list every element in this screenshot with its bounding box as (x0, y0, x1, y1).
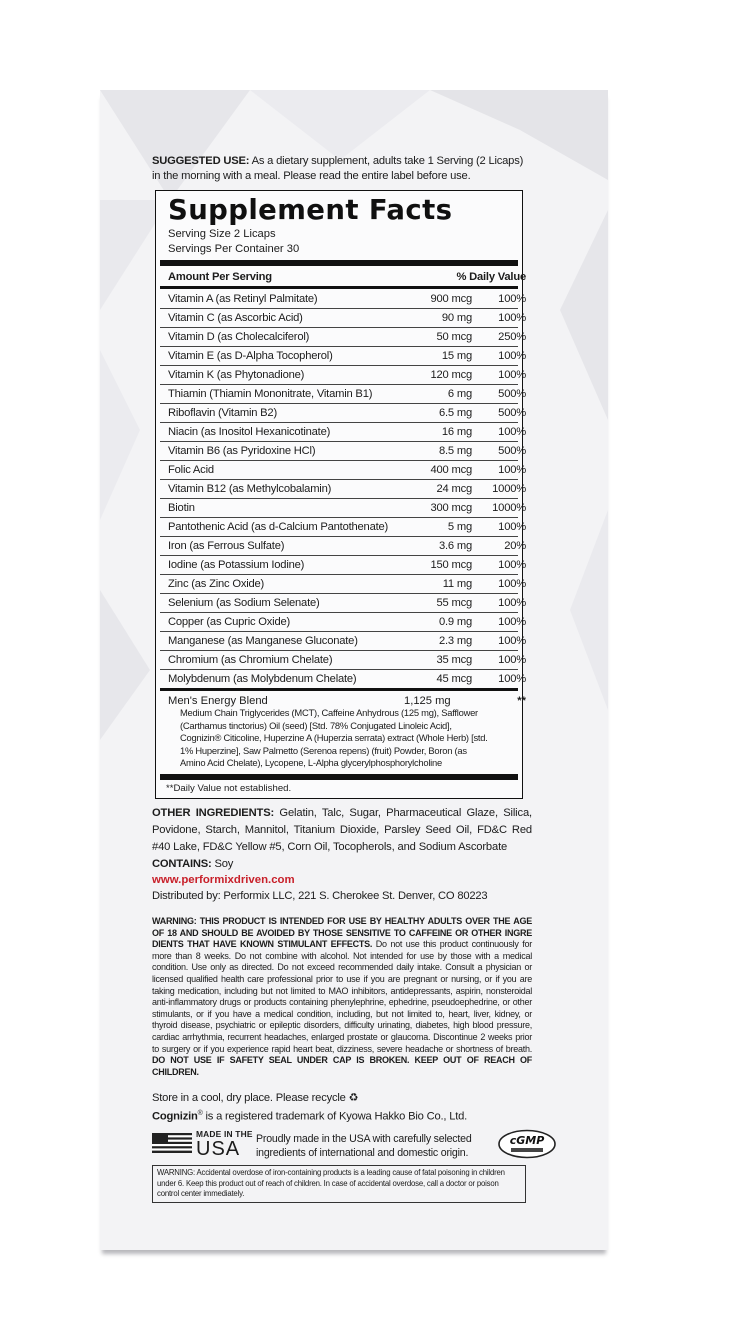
facts-title: Supplement Facts (168, 194, 453, 226)
nutrient-row (160, 403, 526, 422)
nutrient-amount: 8.5 mg (438, 445, 472, 457)
nutrient-name: Molybdenum (as Molybdenum Chelate) (168, 673, 357, 685)
daily-value-header: % Daily Value (456, 271, 526, 283)
nutrient-name: Copper (as Cupric Oxide) (168, 616, 291, 628)
nutrient-amount: 900 mcg (430, 292, 472, 305)
nutrient-name: Pantothenic Acid (as d-Calcium Pantothenate) (168, 521, 389, 533)
nutrient-dv: 100% (498, 559, 526, 571)
nutrient-row (160, 346, 526, 365)
made-in-usa-mark: MADE IN THE USA (196, 1129, 253, 1161)
nutrient-amount: 150 mcg (430, 559, 472, 571)
nutrient-row (160, 536, 526, 555)
nutrient-amount: 90 mg (441, 312, 472, 324)
nutrient-row (160, 479, 526, 498)
nutrient-name: Vitamin C (as Ascorbic Acid) (168, 312, 303, 324)
nutrient-dv: 100% (498, 673, 526, 685)
nutrient-amount: 24 mcg (436, 483, 472, 495)
storage-instructions: Store in a cool, dry place. Please recycle ♻ (152, 1092, 359, 1105)
nutrient-amount: 35 mcg (436, 654, 472, 666)
nutrient-dv: 100% (498, 312, 526, 324)
nutrient-row (160, 498, 526, 517)
blend-amount: 1,125 mg (404, 695, 451, 707)
amount-header: Amount Per Serving (168, 271, 272, 283)
nutrient-name: Riboflavin (Vitamin B2) (168, 407, 277, 419)
blend-name: Men's Energy Blend (168, 695, 268, 707)
facts-header-row (160, 268, 526, 286)
website-link[interactable]: www.performixdriven.com (152, 873, 295, 886)
nutrient-amount: 50 mcg (436, 331, 472, 343)
nutrient-dv: 250% (498, 331, 526, 343)
nutrient-dv: 100% (498, 616, 526, 628)
nutrient-dv: 1000% (492, 502, 526, 514)
nutrient-row (160, 327, 526, 346)
nutrient-dv: 100% (498, 292, 526, 305)
nutrient-row (160, 441, 526, 460)
nutrient-row (160, 289, 526, 308)
nutrient-dv: 1000% (492, 483, 526, 495)
nutrient-name: Zinc (as Zinc Oxide) (168, 578, 265, 590)
nutrient-amount: 3.6 mg (438, 540, 472, 552)
nutrient-name: Manganese (as Manganese Gluconate) (168, 635, 358, 647)
nutrient-row (160, 593, 526, 612)
nutrient-dv: 500% (498, 388, 526, 400)
us-flag-icon (152, 1133, 192, 1153)
nutrient-name: Folic Acid (168, 464, 214, 476)
nutrient-row (160, 460, 526, 479)
nutrient-row (160, 308, 526, 327)
nutrient-amount: 0.9 mg (438, 616, 472, 628)
nutrient-amount: 11 mg (442, 578, 472, 590)
supplement-facts-panel (155, 190, 526, 799)
contains: CONTAINS: Soy (152, 857, 234, 870)
energy-blend (160, 695, 526, 770)
nutrient-name: Thiamin (Thiamin Mononitrate, Vitamin B1) (168, 388, 373, 400)
suggested-use: SUGGESTED USE: As a dietary supplement, adults take 1 Serving (2 Licaps) in the morning with a meal. Please read the entire label before use. (152, 155, 524, 182)
nutrient-dv: 100% (498, 654, 526, 666)
nutrient-amount: 5 mg (447, 521, 472, 533)
nutrient-list (160, 289, 526, 688)
nutrient-name: Niacin (as Inositol Hexanicotinate) (168, 426, 331, 438)
nutrient-amount: 400 mcg (430, 464, 472, 476)
nutrient-row (160, 650, 526, 669)
iron-warning-box: WARNING: Accidental overdose of iron-containing products is a leading cause of fatal poisoning in children under 6. Keep this product out of reach of children. In case of accidental overdose, call a doctor or poison control center immediately. (152, 1165, 526, 1203)
nutrient-amount: 55 mcg (436, 597, 472, 609)
nutrient-amount: 16 mg (441, 426, 472, 438)
servings-per-container: Servings Per Container 30 (168, 243, 300, 255)
warning-text: WARNING: THIS PRODUCT IS INTENDED FOR USE BY HEALTHY ADULTS OVER THE AGE OF 18 AND SHOULD BE AVOIDED BY THOSE SENSITIVE TO CAFFEINE OR OTHER INGRE DIENTS THAT HAVE KNOWN STIMULANT EFFECTS. Do not use this product continuously for more than 8 weeks. Do not combine with alcohol. Not intended for use by those with a medical condition. Use only as directed. Do not exceed recommended daily intake. Consult a physician or licensed qualified health care professional prior to use if you are pregnant or nursing, or if you are taking medication, including but not limited to MAO inhibitors, antidepressants, aspirin, nonsteroidal anti-inflammatory drugs or products containing phenylephrine, ephedrine, pseudoephedrine, or other stimulants, or if you have a medical condition, including, but not limited to, heart, liver, kidney, or thyroid disease, psychiatric or epileptic disorders, difficulty urinating, diabetes, high blood pressure, cardiac arrhythmia, recurrent headaches, enlarged prostate or glaucoma. Discontinue 2 weeks prior to surgery or if you experience rapid heart beat, dizziness, severe headache or shortness of breath. DO NOT USE IF SAFETY SEAL UNDER CAP IS BROKEN. KEEP OUT OF REACH OF CHILDREN. (152, 915, 532, 1077)
nutrient-dv: 100% (498, 369, 526, 381)
nutrient-name: Iodine (as Potassium Iodine) (168, 559, 305, 571)
other-ingredients: OTHER INGREDIENTS: Gelatin, Talc, Sugar, Pharmaceutical Glaze, Silica, Povidone, Starch, Mannitol, Titanium Dioxide, Parsley Seed Oil, FD&C Red #40 Lake, FD&C Yellow #5, Corn Oil, Tocopherols, and Sodium Ascorbate (152, 806, 532, 853)
svg-text:cGMP: cGMP (509, 1134, 545, 1148)
nutrient-dv: 100% (498, 597, 526, 609)
nutrient-name: Iron (as Ferrous Sulfate) (168, 540, 285, 552)
nutrient-dv: 100% (498, 521, 526, 533)
nutrient-row (160, 612, 526, 631)
origin-badges (152, 1129, 545, 1163)
nutrient-amount: 6.5 mg (438, 407, 472, 419)
nutrient-amount: 300 mcg (430, 502, 472, 514)
nutrient-row (160, 631, 526, 650)
nutrient-row (160, 365, 526, 384)
nutrient-row (160, 555, 526, 574)
nutrient-amount: 45 mcg (436, 673, 472, 685)
nutrient-dv: 100% (498, 426, 526, 438)
recycle-icon: ♻ (348, 1092, 359, 1105)
bottom-rule (160, 774, 518, 780)
gmp-badge-icon (497, 1129, 557, 1159)
made-in-usa-statement: Proudly made in the USA with carefully selected ingredients of international and domestic origin. (256, 1133, 472, 1159)
nutrient-dv: 100% (498, 464, 526, 476)
nutrient-row (160, 574, 526, 593)
nutrient-name: Vitamin D (as Cholecalciferol) (168, 331, 310, 343)
nutrient-row (160, 669, 526, 688)
serving-size: Serving Size 2 Licaps (168, 228, 276, 240)
blend-rule (160, 688, 518, 691)
nutrient-amount: 6 mg (447, 388, 472, 400)
nutrient-row (160, 422, 526, 441)
label-content (152, 154, 545, 1203)
nutrient-name: Vitamin E (as D-Alpha Tocopherol) (168, 350, 333, 362)
nutrient-row (160, 517, 526, 536)
nutrient-dv: 500% (498, 407, 526, 419)
blend-dv: ** (517, 695, 526, 707)
nutrient-name: Chromium (as Chromium Chelate) (168, 654, 333, 666)
nutrient-dv: 20% (504, 540, 526, 552)
trademark-notice: Cognizin® is a registered trademark of Kyowa Hakko Bio Co., Ltd. (152, 1110, 468, 1124)
nutrient-amount: 2.3 mg (438, 635, 472, 647)
distributor: Distributed by: Performix LLC, 221 S. Cherokee St. Denver, CO 80223 (152, 889, 488, 902)
nutrient-dv: 500% (498, 445, 526, 457)
nutrient-amount: 15 mg (441, 350, 472, 362)
nutrient-dv: 100% (498, 578, 526, 590)
nutrient-amount: 120 mcg (430, 369, 472, 381)
nutrient-name: Biotin (168, 502, 195, 514)
nutrient-dv: 100% (498, 350, 526, 362)
label-panel (100, 90, 608, 1250)
nutrient-name: Vitamin B6 (as Pyridoxine HCl) (168, 445, 316, 457)
nutrient-name: Vitamin K (as Phytonadione) (168, 369, 305, 381)
nutrient-name: Vitamin B12 (as Methylcobalamin) (168, 483, 332, 495)
nutrient-dv: 100% (498, 635, 526, 647)
nutrient-name: Selenium (as Sodium Selenate) (168, 597, 320, 609)
dv-footnote: **Daily Value not established. (166, 782, 292, 794)
thick-rule (160, 260, 518, 266)
nutrient-row (160, 384, 526, 403)
nutrient-name: Vitamin A (as Retinyl Palmitate) (168, 292, 318, 305)
blend-ingredients: Medium Chain Triglycerides (MCT), Caffeine Anhydrous (125 mg), Safflower (Carthamus tinctorius) Oil (seed) [Std. 78% Conjugated Linoleic Acid], Cognizin® Citicoline, Huperzine A (Huperzia serrata) extract (Whole Herb) [std. 1% Huperzine], Saw Palmetto (Serenoa repens) (fruit) Powder, Boron (as Amino Acid Chelate), Lycopene, L-Alpha glycerylphosphorylcholine (180, 707, 488, 769)
blend-row (168, 695, 526, 707)
